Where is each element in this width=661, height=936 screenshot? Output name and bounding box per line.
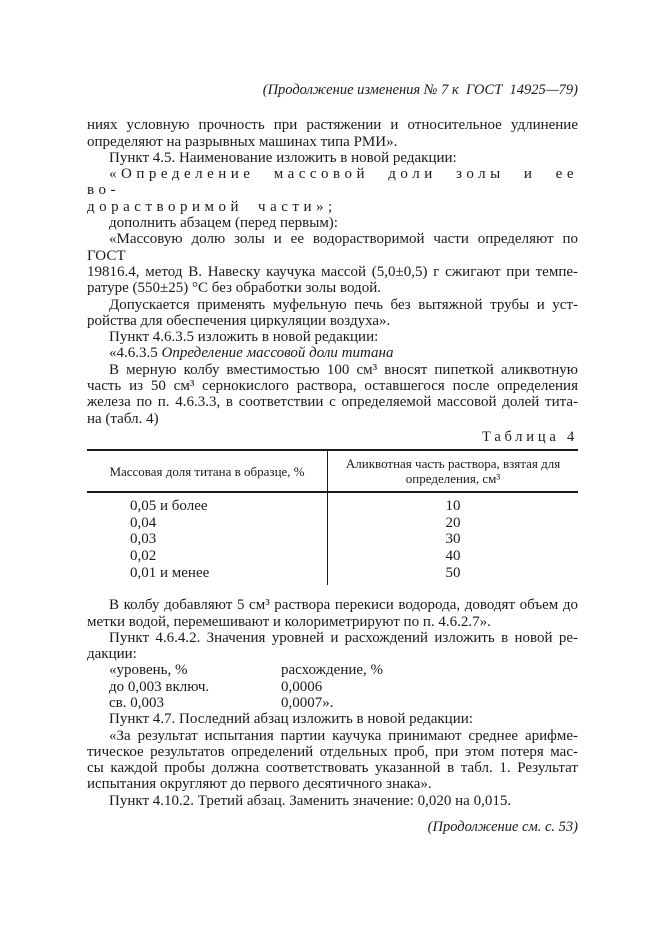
table-header-cell-mass-fraction: Массовая доля титана в образце, % (87, 450, 328, 492)
header-line: Аликвотная часть раствора, взятая для (345, 456, 561, 472)
levels-col2-header: расхождение, % (281, 662, 384, 679)
text-line: сы каждой пробы должна соответствовать указанной в табл. 1. Результат (87, 760, 578, 777)
table-cell-mass-fraction: 0,01 и менее (130, 564, 210, 581)
text-line: «Определение массовой доли золы и ее во- (87, 166, 578, 199)
text-line: железа по п. 4.6.3.3, в соответствии с определяемой массовой долей тита- (87, 394, 578, 411)
levels-cell-divergence: 0,0007». (281, 694, 334, 711)
continuation-footer-note: (Продолжение см. с. 53) (427, 819, 578, 836)
paragraph (87, 362, 578, 427)
page-content (87, 82, 578, 835)
table-header (87, 450, 578, 492)
text-line: на (табл. 4) (87, 410, 159, 427)
paragraph (87, 150, 578, 166)
table-caption: Таблица 4 (482, 428, 578, 445)
text-line: В колбу добавляют 5 см³ раствора перекиси водорода, доводят объем до (109, 597, 578, 614)
table-row (87, 492, 578, 515)
text-line: В мерную колбу вместимостью 100 см³ вносят пипеткой аликвотную (109, 361, 578, 378)
table-header-row (87, 450, 578, 492)
text-line: Пункт 4.10.2. Третий абзац. Заменить значение: 0,020 на 0,015. (109, 792, 512, 809)
paragraph (87, 728, 578, 793)
table-cell-mass-fraction: 0,04 (130, 514, 157, 531)
levels-block (87, 662, 578, 711)
paragraph (87, 597, 578, 630)
table-cell-aliquot: 10 (328, 492, 578, 515)
text-line: ройства для обеспечения циркуляции воздуха». (87, 312, 391, 329)
text-line: определяют на разрывных машинах типа РМИ». (87, 133, 398, 150)
text-line: ниях условную прочность при растяжении и относительное удлинение (87, 117, 578, 134)
levels-cell-divergence: 0,0006 (281, 678, 323, 695)
text-line: часть из 50 см³ сернокислого раствора, оставшегося после определения (87, 378, 578, 395)
paragraph (87, 215, 578, 231)
table-cell-mass-fraction: 0,02 (130, 548, 157, 565)
table-cell-aliquot: 30 (328, 531, 578, 548)
paragraph (87, 630, 578, 663)
table-4 (87, 449, 578, 585)
levels-col1-header: «уровень, % (109, 662, 188, 679)
paragraph (87, 329, 578, 345)
paragraph (87, 117, 578, 150)
clause-title-italic: Определение массовой доли титана (161, 345, 394, 362)
table-cell-mass-fraction: 0,03 (130, 531, 157, 548)
table-cell-aliquot: 40 (328, 548, 578, 565)
paragraph (87, 297, 578, 330)
text-line: Пункт 4.5. Наименование изложить в новой редакции: (109, 149, 457, 166)
levels-cell-level: до 0,003 включ. (109, 678, 210, 695)
paragraph-letterspaced (87, 166, 578, 215)
text-line: метки водой, перемешивают и колориметрируют по п. 4.6.2.7». (87, 613, 491, 630)
table-body (87, 492, 578, 585)
text-line (87, 345, 578, 361)
text-line: ратуре (550±25) °С без обработки золы водой. (87, 280, 381, 297)
table-row (87, 548, 578, 565)
table-row (87, 531, 578, 548)
text-line: 19816.4, метод В. Навеску каучука массой (5,0±0,5) г сжигают при темпе- (87, 263, 578, 280)
table-header-cell-aliquot (328, 450, 578, 492)
table-cell-aliquot: 50 (328, 565, 578, 586)
text-line: Пункт 4.7. Последний абзац изложить в новой редакции: (109, 711, 473, 728)
paragraph (87, 711, 578, 727)
text-line: Пункт 4.6.3.5 изложить в новой редакции: (109, 329, 379, 346)
table-row (87, 515, 578, 532)
table-cell-aliquot: 20 (328, 515, 578, 532)
table-row (87, 565, 578, 586)
clause-number: «4.6.3.5 (109, 345, 162, 362)
text-line: дорастворимой части»; (87, 198, 337, 215)
header-line: определения, см³ (405, 471, 501, 487)
text-line: «Массовую долю золы и ее водорастворимой части определяют по ГОСТ (87, 231, 578, 264)
continuation-header-note: (Продолжение изменения № 7 к ГОСТ 14925—79) (262, 82, 578, 98)
text-line: дакции: (87, 646, 137, 663)
text-line: Допускается применять муфельную печь без вытяжной трубы и уст- (109, 296, 578, 313)
text-line: испытания округляют до первого десятичного знака». (87, 776, 432, 793)
paragraph-clause-title (87, 345, 578, 361)
levels-cell-level: св. 0,003 (109, 694, 164, 711)
text-line: «За результат испытания партии каучука принимают среднее арифме- (109, 727, 578, 744)
paragraph (87, 231, 578, 296)
text-line: дополнить абзацем (перед первым): (109, 215, 338, 232)
table-cell-mass-fraction: 0,05 и более (130, 498, 208, 515)
text-line: Пункт 4.6.4.2. Значения уровней и расхождений изложить в новой ре- (109, 629, 578, 646)
paragraph (87, 793, 578, 809)
text-line: тическое результатов определений отдельных проб, при этом потеря мас- (87, 743, 578, 760)
